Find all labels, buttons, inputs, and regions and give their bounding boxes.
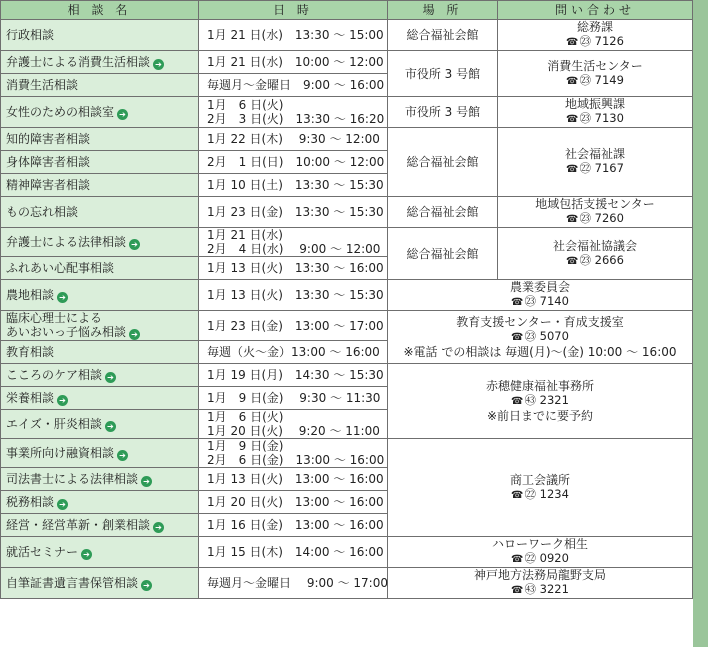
contact-note: ※電話 での相談は 毎週(月)〜(金) 10:00 〜 16:00	[403, 345, 677, 359]
consult-date: 1月 21 日(水)	[207, 228, 283, 242]
arrow-badge-icon: ➔	[105, 421, 116, 432]
consult-name: 農地相談	[6, 287, 55, 302]
consult-name: 教育相談	[1, 341, 199, 364]
contact-dept: 地域包括支援センター	[535, 197, 655, 211]
table-row	[1, 568, 693, 599]
consult-contact	[498, 20, 693, 51]
header-name: 相 談 名	[1, 1, 199, 20]
header-date: 日 時	[199, 1, 388, 20]
consult-date: 毎週月〜金曜日 9:00 〜 16:00	[199, 74, 388, 97]
consult-date: 2月 4 日(水) 9:00 〜 12:00	[207, 242, 381, 256]
consult-date: 1月 23 日(金) 13:00 〜 17:00	[199, 311, 388, 341]
table-row	[1, 51, 693, 74]
phone-icon: ☎ ㉓ 7149	[498, 73, 692, 89]
consult-contact	[388, 537, 693, 568]
consult-date: 2月 3 日(火) 13:30 〜 16:20	[207, 112, 385, 126]
phone-icon: ☎ ㉒ 7167	[498, 161, 692, 177]
table-row	[1, 128, 693, 151]
consult-place: 総合福祉会館	[388, 197, 498, 228]
arrow-badge-icon: ➔	[117, 450, 128, 461]
consult-contact	[388, 439, 693, 537]
consult-date: 1月 13 日(火) 13:00 〜 16:00	[199, 468, 388, 491]
contact-dept: ハローワーク相生	[491, 537, 588, 551]
contact-dept: 社会福祉課	[564, 147, 625, 161]
consult-date: 1月 13 日(火) 13:30 〜 15:30	[199, 280, 388, 311]
consult-place: 総合福祉会館	[388, 20, 498, 51]
consult-name: もの忘れ相談	[1, 197, 199, 228]
consult-place: 市役所 3 号館	[388, 97, 498, 128]
consult-date: 1月 21 日(水) 13:30 〜 15:00	[199, 20, 388, 51]
consult-name: 弁護士による法律相談	[6, 234, 127, 249]
arrow-badge-icon: ➔	[57, 395, 68, 406]
table-row	[1, 537, 693, 568]
contact-dept: 農業委員会	[509, 280, 570, 294]
table-row	[1, 364, 693, 387]
arrow-badge-icon: ➔	[141, 580, 152, 591]
table-row	[1, 97, 693, 128]
consult-contact	[498, 51, 693, 97]
consult-date: 1月 21 日(水) 10:00 〜 12:00	[199, 51, 388, 74]
consult-date: 1月 20 日(火) 9:20 〜 11:00	[207, 424, 380, 438]
consult-name: 知的障害者相談	[1, 128, 199, 151]
consult-contact	[388, 311, 693, 364]
consult-date: 2月 1 日(日) 10:00 〜 12:00	[199, 151, 388, 174]
phone-icon: ☎ ㉓ 7140	[388, 294, 692, 310]
consult-name: ふれあい心配事相談	[1, 257, 199, 280]
arrow-badge-icon: ➔	[81, 549, 92, 560]
consult-contact	[388, 568, 693, 599]
consult-contact	[388, 280, 693, 311]
consult-name: 経営・経営革新・創業相談	[6, 517, 151, 532]
phone-icon: ☎ ㊸ 2321	[388, 393, 692, 409]
consult-place: 総合福祉会館	[388, 228, 498, 280]
contact-dept: 総務課	[576, 20, 613, 34]
consult-name: 身体障害者相談	[1, 151, 199, 174]
consult-name-line2: あいおいっ子悩み相談	[6, 325, 127, 339]
consult-date: 1月 23 日(金) 13:30 〜 15:30	[199, 197, 388, 228]
header-place: 場 所	[388, 1, 498, 20]
consult-place: 市役所 3 号館	[388, 51, 498, 97]
contact-dept: 商工会議所	[509, 472, 570, 487]
header-row	[1, 1, 693, 20]
contact-dept: 神戸地方法務局龍野支局	[473, 568, 606, 582]
consult-date: 1月 9 日(金)	[207, 439, 284, 453]
consult-date: 1月 15 日(木) 14:00 〜 16:00	[199, 537, 388, 568]
phone-icon: ☎ ㉓ 2666	[498, 253, 692, 269]
consult-contact	[498, 97, 693, 128]
consult-name: エイズ・肝炎相談	[6, 416, 102, 431]
consult-name: 栄養相談	[6, 390, 55, 405]
consult-date: 毎週（火〜金）13:00 〜 16:00	[199, 341, 388, 364]
header-contact: 問い合わせ	[498, 1, 693, 20]
arrow-badge-icon: ➔	[105, 372, 116, 383]
table-row	[1, 439, 693, 468]
phone-icon: ☎ ㉓ 7260	[498, 211, 692, 227]
consult-name: 司法書士による法律相談	[6, 471, 139, 486]
consult-contact	[498, 228, 693, 280]
phone-icon: ☎ ㉓ 5070	[388, 329, 692, 345]
table-row	[1, 228, 693, 257]
arrow-badge-icon: ➔	[57, 499, 68, 510]
consult-name: 臨床心理士による	[6, 311, 103, 325]
consult-date: 1月 13 日(火) 13:30 〜 16:00	[199, 257, 388, 280]
contact-dept: 社会福祉協議会	[552, 238, 637, 253]
consult-date: 1月 9 日(金) 9:30 〜 11:30	[199, 387, 388, 410]
consult-name: 事業所向け融資相談	[6, 445, 115, 460]
contact-dept: 赤穂健康福祉事務所	[485, 379, 594, 393]
phone-icon: ☎ ㉓ 7130	[498, 111, 692, 127]
table-row	[1, 280, 693, 311]
table-row	[1, 311, 693, 341]
contact-dept: 教育支援センター・育成支援室	[456, 315, 624, 329]
table-row	[1, 197, 693, 228]
consult-date: 2月 6 日(金) 13:00 〜 16:00	[207, 453, 385, 467]
consult-name: 消費生活相談	[1, 74, 199, 97]
phone-icon: ☎ ㊸ 3221	[388, 582, 692, 598]
consult-name: 女性のための相談室	[6, 104, 115, 119]
phone-icon: ☎ ㉒ 1234	[388, 487, 692, 503]
consult-contact	[498, 128, 693, 197]
phone-icon: ☎ ㉓ 7126	[498, 34, 692, 50]
consult-date: 1月 19 日(月) 14:30 〜 15:30	[199, 364, 388, 387]
consult-name: 行政相談	[1, 20, 199, 51]
consult-date: 1月 10 日(土) 13:30 〜 15:30	[199, 174, 388, 197]
consult-contact	[388, 364, 693, 439]
consult-date: 1月 20 日(火) 13:00 〜 16:00	[199, 491, 388, 514]
contact-note: ※前日までに要予約	[486, 409, 594, 423]
consult-date: 1月 6 日(火)	[207, 98, 284, 112]
consult-date: 1月 22 日(木) 9:30 〜 12:00	[199, 128, 388, 151]
consult-name: 就活セミナー	[6, 544, 79, 559]
arrow-badge-icon: ➔	[153, 522, 164, 533]
contact-dept: 消費生活センター	[547, 58, 643, 73]
consult-name: 弁護士による消費生活相談	[6, 54, 151, 69]
consult-name: こころのケア相談	[6, 367, 103, 382]
contact-dept: 地域振興課	[564, 97, 625, 111]
consult-place: 総合福祉会館	[388, 128, 498, 197]
arrow-badge-icon: ➔	[117, 109, 128, 120]
consult-date: 1月 16 日(金) 13:00 〜 16:00	[199, 514, 388, 537]
arrow-badge-icon: ➔	[129, 239, 140, 250]
arrow-badge-icon: ➔	[57, 292, 68, 303]
table-row	[1, 20, 693, 51]
consult-name: 自筆証書遺言書保管相談	[6, 575, 139, 590]
consult-name: 税務相談	[6, 494, 55, 509]
consult-contact	[498, 197, 693, 228]
arrow-badge-icon: ➔	[141, 476, 152, 487]
arrow-badge-icon: ➔	[153, 59, 164, 70]
consult-date: 毎週月〜金曜日 9:00 〜 17:00	[199, 568, 388, 599]
phone-icon: ☎ ㉒ 0920	[388, 551, 692, 567]
side-accent-bar	[693, 0, 708, 647]
arrow-badge-icon: ➔	[129, 329, 140, 340]
consult-date: 1月 6 日(火)	[207, 410, 284, 424]
consult-name: 精神障害者相談	[1, 174, 199, 197]
